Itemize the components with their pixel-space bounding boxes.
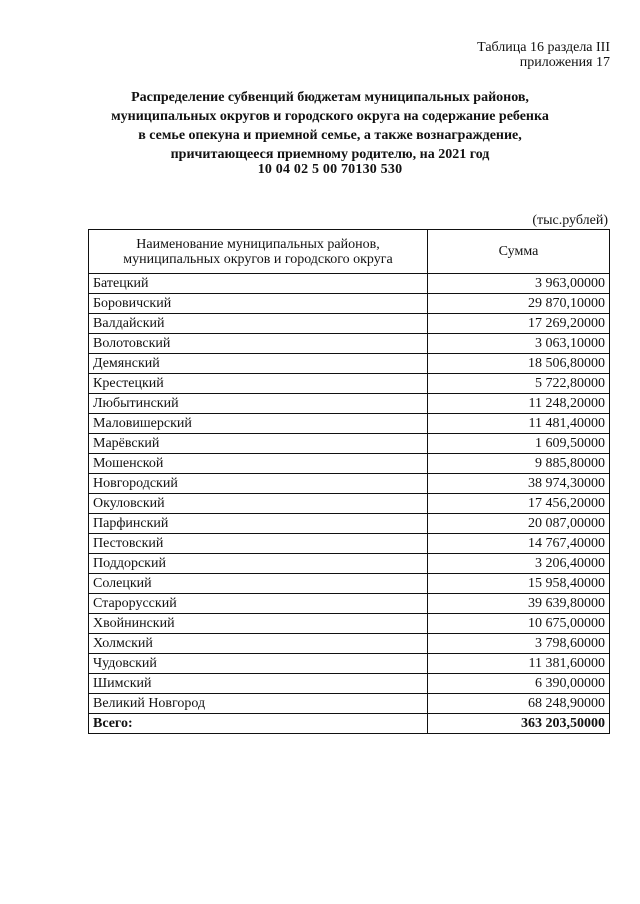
table-row <box>89 674 610 694</box>
municipality-name: Чудовский <box>89 654 428 674</box>
subvention-amount: 3 963,00000 <box>428 274 610 294</box>
municipality-name: Новгородский <box>89 474 428 494</box>
table-reference-line1: Таблица 16 раздела III <box>477 40 610 55</box>
table-row <box>89 514 610 534</box>
subvention-amount: 38 974,30000 <box>428 474 610 494</box>
subvention-amount: 11 248,20000 <box>428 394 610 414</box>
title-line-2: муниципальных округов и городского округа на содержание ребенка <box>111 109 549 124</box>
municipality-name: Волотовский <box>89 334 428 354</box>
header-name-line2: муниципальных округов и городского округа <box>123 251 393 267</box>
table-body <box>89 274 610 734</box>
municipality-name: Солецкий <box>89 574 428 594</box>
subvention-amount: 6 390,00000 <box>428 674 610 694</box>
table-row <box>89 314 610 334</box>
table-row <box>89 354 610 374</box>
total-label: Всего: <box>89 714 428 734</box>
subvention-amount: 1 609,50000 <box>428 434 610 454</box>
municipality-name: Мошенской <box>89 454 428 474</box>
municipality-name: Парфинский <box>89 514 428 534</box>
title-line-3: в семье опекуна и приемной семье, а также вознаграждение, <box>138 128 522 143</box>
budget-code: 10 04 02 5 00 70130 530 <box>257 162 403 177</box>
subvention-amount: 10 675,00000 <box>428 614 610 634</box>
total-amount: 363 203,50000 <box>428 714 610 734</box>
subvention-amount: 17 456,20000 <box>428 494 610 514</box>
municipality-name: Холмский <box>89 634 428 654</box>
table-row <box>89 274 610 294</box>
total-row <box>89 714 610 734</box>
subvention-amount: 29 870,10000 <box>428 294 610 314</box>
municipality-name: Старорусский <box>89 594 428 614</box>
table-row <box>89 454 610 474</box>
table-row <box>89 534 610 554</box>
table-row <box>89 434 610 454</box>
table-row <box>89 654 610 674</box>
table-row <box>89 574 610 594</box>
municipality-name: Батецкий <box>89 274 428 294</box>
table-row <box>89 294 610 314</box>
table-row <box>89 494 610 514</box>
subvention-amount: 18 506,80000 <box>428 354 610 374</box>
subvention-amount: 5 722,80000 <box>428 374 610 394</box>
table-row <box>89 594 610 614</box>
municipality-name: Великий Новгород <box>89 694 428 714</box>
municipality-name: Демянский <box>89 354 428 374</box>
header-amount-cell: Сумма <box>428 230 610 274</box>
document-title <box>60 88 600 164</box>
subvention-amount: 11 481,40000 <box>428 414 610 434</box>
table-row <box>89 614 610 634</box>
subvention-amount: 3 798,60000 <box>428 634 610 654</box>
municipality-name: Пестовский <box>89 534 428 554</box>
subvention-amount: 17 269,20000 <box>428 314 610 334</box>
municipality-name: Маловишерский <box>89 414 428 434</box>
table-row <box>89 394 610 414</box>
table-row <box>89 334 610 354</box>
title-line-1: Распределение субвенций бюджетам муниципальных районов, <box>131 90 529 105</box>
subvention-amount: 15 958,40000 <box>428 574 610 594</box>
municipality-name: Крестецкий <box>89 374 428 394</box>
header-name-line1: Наименование муниципальных районов, <box>136 236 380 252</box>
table-reference <box>477 40 610 70</box>
subvention-amount: 3 206,40000 <box>428 554 610 574</box>
table-row <box>89 474 610 494</box>
units-label: (тыс.рублей) <box>532 213 608 228</box>
subvention-amount: 3 063,10000 <box>428 334 610 354</box>
table-row <box>89 554 610 574</box>
subvention-amount: 20 087,00000 <box>428 514 610 534</box>
subvention-amount: 39 639,80000 <box>428 594 610 614</box>
municipality-name: Шимский <box>89 674 428 694</box>
table-row <box>89 374 610 394</box>
municipality-name: Боровичский <box>89 294 428 314</box>
title-line-4: причитающееся приемному родителю, на 2021 год <box>170 147 490 162</box>
subvention-amount: 68 248,90000 <box>428 694 610 714</box>
municipality-name: Поддорский <box>89 554 428 574</box>
municipality-name: Окуловский <box>89 494 428 514</box>
table-row <box>89 634 610 654</box>
table-header-row <box>89 230 610 274</box>
municipality-name: Марёвский <box>89 434 428 454</box>
table-row <box>89 414 610 434</box>
subventions-table <box>88 229 610 734</box>
subvention-amount: 11 381,60000 <box>428 654 610 674</box>
subvention-amount: 14 767,40000 <box>428 534 610 554</box>
municipality-name: Хвойнинский <box>89 614 428 634</box>
municipality-name: Валдайский <box>89 314 428 334</box>
table-row <box>89 694 610 714</box>
table-reference-line2: приложения 17 <box>519 55 610 70</box>
municipality-name: Любытинский <box>89 394 428 414</box>
header-name-cell <box>89 230 428 274</box>
subvention-amount: 9 885,80000 <box>428 454 610 474</box>
